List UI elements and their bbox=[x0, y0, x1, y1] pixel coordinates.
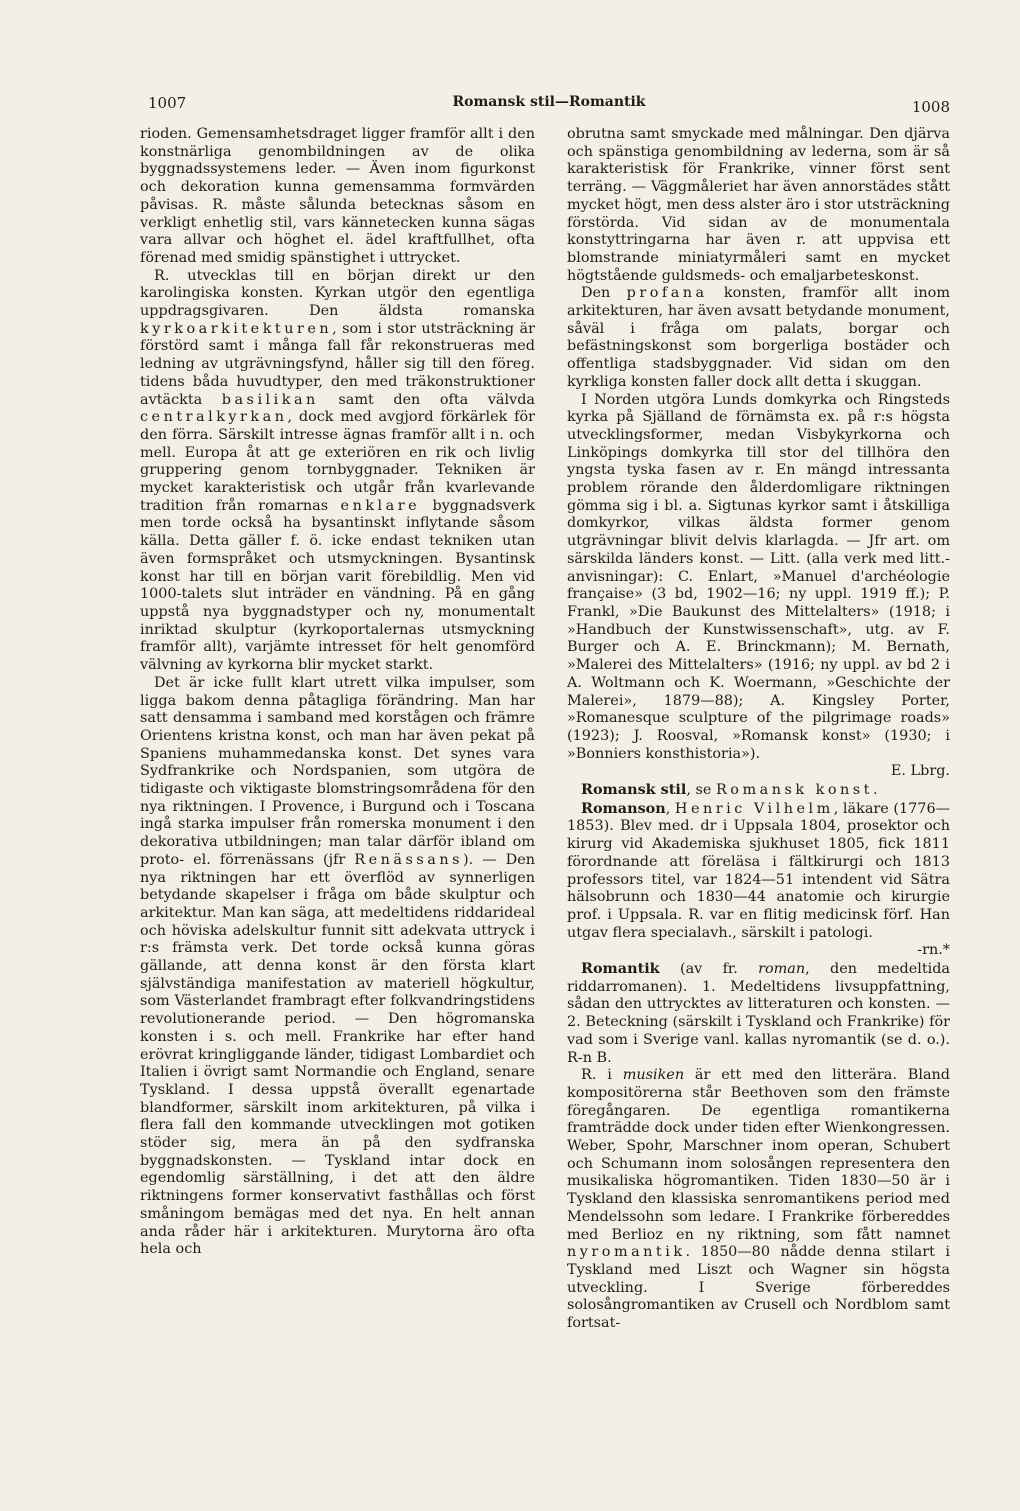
cross-reference: Renässans bbox=[354, 851, 464, 868]
right-column bbox=[567, 126, 950, 1333]
entry-romantik: Romantik (av fr. roman, den medeltida riddarromanen). 1. Medeltidens livsuppfattning, sådan den uttrycktes av litteraturen och konsten. — 2. Beteckning (särskilt i Tyskland och Frankrike) för vad som i Sverige vanl. kallas nyromantik (se d. o.). R-n B. bbox=[567, 960, 951, 1066]
cross-reference: Romansk konst bbox=[715, 782, 873, 799]
spaced-term: nyromantik bbox=[567, 1244, 686, 1261]
paragraph: R. utvecklas till en början direkt ur den karolingiska konsten. Kyrkan utgör den egentliga uppdragsgivaren. Den äldsta romanska kyrkoarkitekturen, som i stor utsträckning är förstörd samt i många fall får rekonstrueras med ledning av utgrävningsfynd, håller sig till den föreg. tidens båda huvudtyper, den med träkonstruktioner avtäckta basilikan samt den ofta välvda centralkyrkan, dock med avgjord förkärlek för den förra. Särskilt intresse ägnas framför allt i n. och mell. Europa åt att ge exteriören en rik och livlig gruppering genom tornbyggnader. Tekniken är mycket karakteristisk och utgår från kvarlevande tradition från romarnas enklare byggnadsverk men torde också ha bysantinskt inflytande såsom källa. Detta gäller f. ö. icke endast tekniken utan även formspråket och utsmyckningen. Bysantinsk konst har till en början varit förebildlig. Men vid 1000-talets slut inträder en vändning. På en gång uppstå nya byggnadstyper och ny, monumentalt inriktad skulptur (kyrkoportalernas utsmyckning framför allt), varjämte intresset för helt genomförd välvning av kyrkorna blir mycket starkt. bbox=[140, 267, 536, 674]
entry-headword: Romansk stil bbox=[581, 781, 687, 799]
entry-romansk-stil: Romansk stil, se Romansk konst. bbox=[581, 781, 878, 799]
page-number-right: 1008 bbox=[911, 98, 950, 116]
paragraph: Det är icke fullt klart utrett vilka impulser, som ligga bakom denna påtagliga förändring. Man har satt densamma i samband med korstågen och främre Orientens kristna konst, och man har även pekat på Spaniens muhammedanska konst. Det synes vara Sydfrankrike och Nordspanien, som utgöra de tidigaste och viktigaste blomstringsområdena för den nya riktningen. I Provence, i Burgund och i Toscana ingå starka impulser från romerska monument i den dekorativa utbildningen; man talar därför ibland om proto- el. förrenässans (jfr Renässans). — Den nya riktningen har ett överflöd av synnerligen betydande skapelser i fråga om både skulptur och arkitektur. Man kan säga, att medeltidens riddarideal och höviska adelskultur funnit sitt adekvata uttryck i r:s främsta verk. Det torde också kunna göras gällande, att denna konst är den första klart självständiga manifestation av materiell högkultur, som Västerlandet frambragt efter folkvandringstidens revolutionerande period. — Den högromanska konsten i s. och mell. Frankrike har efter hand erövrat kringliggande länder, tidigast Lombardiet och Italien i övrigt samt Normandie och England, senare Tyskland. I dessa uppstå överallt egenartade blandformer, särskilt inom arkitekturen, på vilka i flera fall den kommande utvecklingen mot gotiken stöder sig, mera än på den sydfranska byggnadskonsten. — Tyskland intar dock en egendomlig särställning, i det att den äldre riktningens former konservativt fasthållas och först småningom bemägas med det nya. En helt annan anda råder här i arkitekturen. Murytorna äro ofta hela och bbox=[140, 674, 535, 1258]
spaced-term: kyrkoarkitekturen bbox=[140, 320, 333, 337]
spaced-term: enklare bbox=[340, 497, 421, 514]
paragraph: obrutna samt smyckade med målningar. Den djärva och spänstiga genombildning av lederna, som är så karakteristisk för Frankrike, vinner först sent terräng. — Väggmåleriet har även annorstädes stått mycket högt, men dess alster äro i stor utsträckning förstörda. Vid sidan av de monumentala konstyttringarna har även r. att uppvisa ett blomstrande miniatyrmåleri samt en mycket högtstående guldsmeds- och emaljarbeteskonst. bbox=[567, 126, 950, 284]
author-signature: R-n B. bbox=[567, 1049, 612, 1066]
paragraph: I Norden utgöra Lunds domkyrka och Ringsteds kyrka på Själland de förnämsta ex. på r:s högsta utvecklingsformer, medan Visbykyrkorna och Linköpings domkyrka till stor del tillhöra den yngsta tyska fasen av r. En mängd intressanta problem rörande den ålderdomligare riktningen gömma sig i bl. a. Sigtunas kyrkor samt i åtskilliga domkyrkor, vilkas äldsta former genom utgrävningar blivit delvis klarlagda. — Jfr art. om särskilda länders konst. — Litt. (alla verk med litt.-anvisningar): C. Enlart, »Manuel d'archéologie française» (3 bd, 1902—16; ny uppl. 1919 ff.); P. Frankl, »Die Baukunst des Mittelalters» (1918; i »Handbuch der Kunstwissenschaft», utg. av F. Burger och A. E. Brinckmann); M. Bernath, »Malerei des Mittelalters» (1916; ny uppl. av bd 2 i A. Woltmann och K. Woermann, »Geschichte der Malerei», 1879—88); A. Kingsley Porter, »Romanesque sculpture of the pilgrimage roads» (1923); J. Roosval, »Romansk konst» (1930; i »Bonniers konsthistoria»). bbox=[567, 391, 950, 762]
spaced-term: profana bbox=[626, 285, 708, 302]
paragraph: Den profana konsten, framför allt inom arkitekturen, har även avsatt betydande monument, såväl i fråga om palats, borgar och befästningskonst som borgerliga bostäder och offentliga stadsbyggnader. Vid sidan om den kyrkliga konsten faller dock allt detta i skuggan. bbox=[567, 285, 950, 390]
author-signature: E. Lbrg. bbox=[890, 763, 950, 780]
page-number-left: 1007 bbox=[148, 94, 187, 112]
entry-romanson: Romanson, Henric Vilhelm, läkare (1776—1853). Blev med. dr i Uppsala 1804, prosektor och kirurg vid Akademiska sjukhuset 1805, fick 1811 förordnande att föreläsa i fältkirurgi och 1813 professors titel, var 1824—51 intendent vid Sätra hälsobrunn och 1830—44 anatomie och kirurgie prof. i Uppsala. R. var en flitig medicinsk förf. Han utgav flera specialavh., särskilt i patologi. bbox=[567, 799, 951, 941]
entry-headword: Romantik bbox=[581, 960, 660, 978]
paragraph: R. i musiken är ett med den litterära. Bland kompositörerna står Beethoven som den främste föregångaren. De egentliga romantikerna framträdde dock under tiden efter Wienkongressen. Weber, Spohr, Marschner inom operan, Schubert och Schumann inom solosången representera den musikaliska högromantiken. Tiden 1830—50 är i Tyskland den klassiska senromantikens period med Mendelssohn som ledare. I Frankrike förbereddes med Berlioz en ny riktning, som fått namnet nyromantik. 1850—80 nådde denna stilart i Tyskland med Liszt och Wagner sin högsta utveckling. I Sverige förbereddes solosångromantiken av Crusell och Nordblom samt fortsat- bbox=[567, 1067, 951, 1332]
running-title: Romansk stil—Romantik bbox=[452, 94, 646, 110]
spaced-term: basilikan bbox=[221, 391, 319, 408]
author-signature: -rn.* bbox=[917, 942, 950, 959]
paragraph: rioden. Gemensamhetsdraget ligger framför allt i den konstnärliga genombildningen av de olika byggnadssystemens leder. — Även inom figurkonst och dekoration kunna gemensamma formvärden påvisas. R. måste sålunda betecknas såsom en verkligt enhetlig stil, vars kännetecken kunna sägas vara allvar och höghet el. ädel kraftfullhet, ofta förenad med smidig spänstighet i uttrycket. bbox=[140, 126, 535, 266]
spaced-term: centralkyrkan bbox=[140, 409, 288, 426]
page-header bbox=[148, 88, 950, 118]
entry-headword: Romanson bbox=[581, 799, 666, 817]
left-column bbox=[140, 126, 535, 1259]
person-name: Henric Vilhelm bbox=[674, 800, 834, 817]
